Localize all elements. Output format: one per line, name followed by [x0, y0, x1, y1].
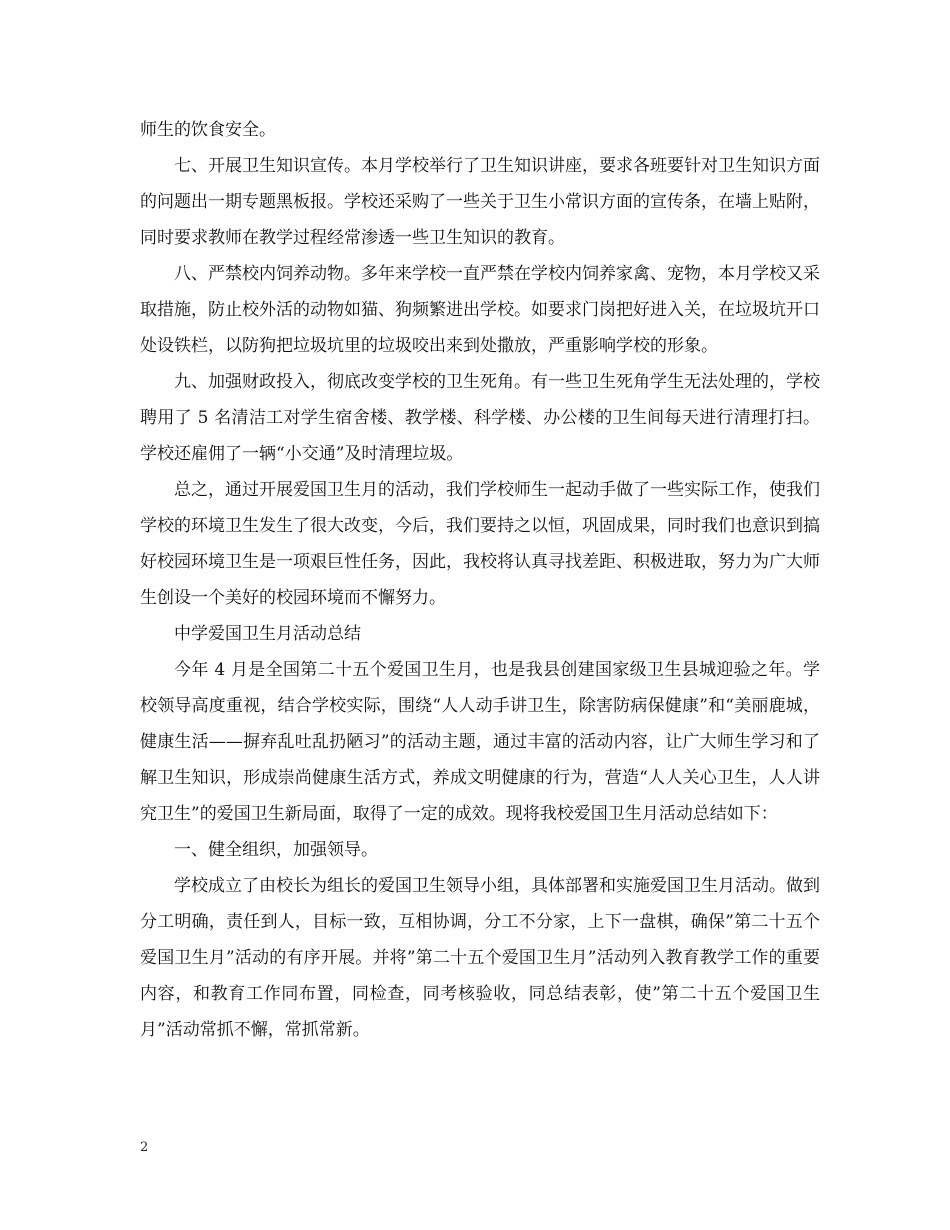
- document-page: [140, 112, 820, 1048]
- paragraph-continuation: 师生的饮食安全。: [140, 120, 276, 140]
- page-number: 2: [140, 1140, 149, 1155]
- section-title: 中学爱国卫生月活动总结: [174, 624, 361, 644]
- paragraph-seven-hygiene-publicity: 七、开展卫生知识宣传。本月学校举行了卫生知识讲座，要求各班要针对卫生知识方面的问题出一期专题黑板报。学校还采购了一些关于卫生小常识方面的宣传条，在墙上贴附，同时要求教师在教学过程经常渗透一些卫生知识的教育。: [140, 156, 820, 248]
- paragraph-eight-no-animals: 八、严禁校内饲养动物。多年来学校一直严禁在学校内饲养家禽、宠物，本月学校又采取措施，防止校外活的动物如猫、狗频繁进出学校。如要求门岗把好进入关，在垃圾坑开口处设铁栏，以防狗把垃圾坑里的垃圾咬出来到处撒放，严重影响学校的形象。: [140, 264, 820, 356]
- section-heading-one: 一、健全组织，加强领导。: [174, 840, 378, 860]
- paragraph-summary: 总之，通过开展爱国卫生月的活动，我们学校师生一起动手做了一些实际工作，使我们学校的环境卫生发生了很大改变，今后，我们要持之以恒，巩固成果，同时我们也意识到搞好校园环境卫生是一项艰巨性任务，因此，我校将认真寻找差距、积极进取，努力为广大师生创设一个美好的校园环境而不懈努力。: [140, 480, 820, 608]
- paragraph-nine-funding: 九、加强财政投入，彻底改变学校的卫生死角。有一些卫生死角学生无法处理的，学校聘用了 5 名清洁工对学生宿舍楼、教学楼、科学楼、办公楼的卫生间每天进行清理打扫。学校还雇佣了一辆“小交通”及时清理垃圾。: [140, 372, 820, 464]
- paragraph-organization: 学校成立了由校长为组长的爱国卫生领导小组，具体部署和实施爱国卫生月活动。做到分工明确，责任到人，目标一致，互相协调，分工不分家，上下一盘棋，确保”第二十五个爱国卫生月”活动的有序开展。并将”第二十五个爱国卫生月”活动列入教育教学工作的重要内容，和教育工作同布置，同检查，同考核验收，同总结表彰，使”第二十五个爱国卫生月”活动常抓不懈，常抓常新。: [140, 876, 820, 1040]
- paragraph-intro: 今年 4 月是全国第二十五个爱国卫生月，也是我县创建国家级卫生县城迎验之年。学校领导高度重视，结合学校实际，围绕“人人动手讲卫生，除害防病保健康”和“美丽鹿城，健康生活——摒弃乱吐乱扔陋习”的活动主题，通过丰富的活动内容，让广大师生学习和了解卫生知识，形成崇尚健康生活方式，养成文明健康的行为，营造“人人关心卫生，人人讲究卫生”的爱国卫生新局面，取得了一定的成效。现将我校爱国卫生月活动总结如下：: [140, 660, 820, 824]
